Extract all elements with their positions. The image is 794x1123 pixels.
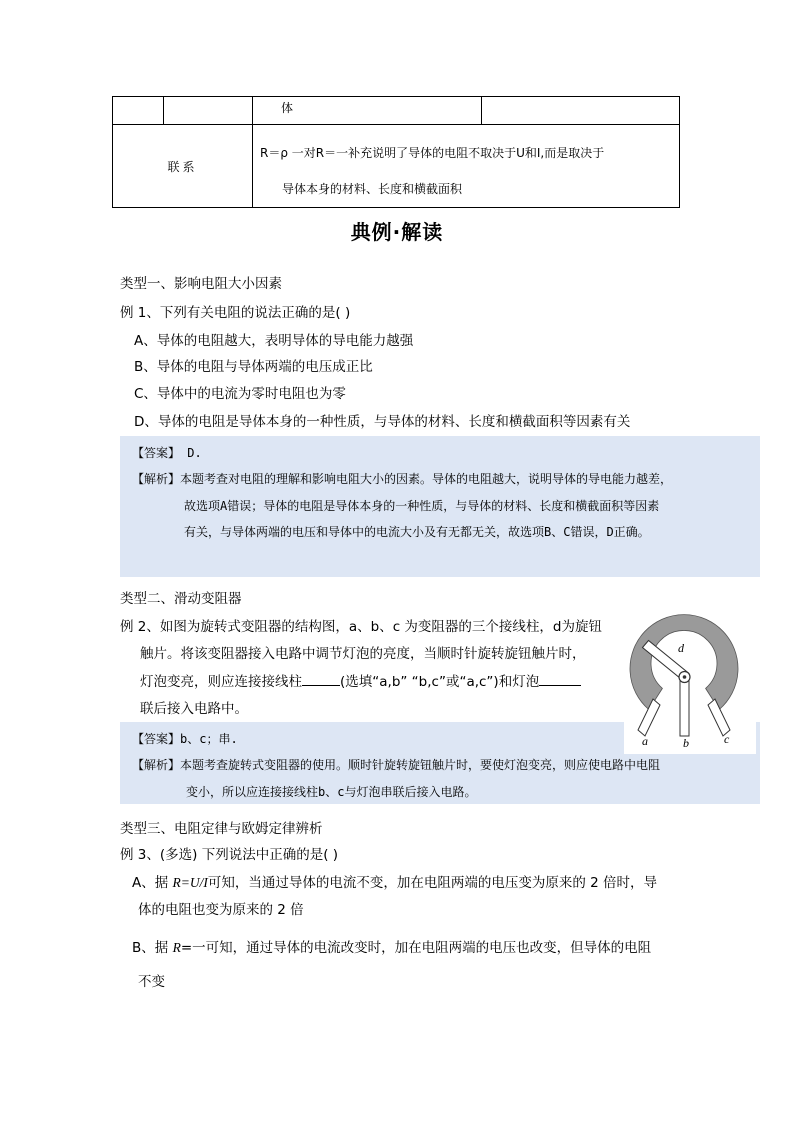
option-a: A、据 R=U/I可知，当通过导体的电流不变，加在电阻两端的电压变为原来的 2 倍时，导 (132, 875, 658, 891)
option-d: D、导体的电阻是导体本身的一种性质，与导体的材料、长度和横截面积等因素有关 (134, 414, 631, 430)
option-c: C、导体中的电流为零时电阻也为零 (134, 386, 346, 402)
answer-value: D. (180, 446, 202, 460)
label-c: c (724, 732, 730, 746)
label-a: a (642, 734, 648, 748)
answer-blank[interactable] (302, 673, 340, 686)
analysis-line: 变小，所以应连接接线柱b、c与灯泡串联后接入电路。 (186, 785, 477, 799)
type2-title: 类型二、滑动变阻器 (120, 591, 242, 607)
table-row (113, 97, 680, 125)
type3-title: 类型三、电阻定律与欧姆定律辨析 (120, 821, 323, 837)
answer-value: b、c；串. (180, 732, 238, 746)
answer-line (132, 444, 202, 461)
formula: R=U/I (172, 875, 208, 890)
option-b: B、据 R=一可知，通过导体的电流改变时，加在电阻两端的电压也改变，但导体的电阻 (132, 940, 652, 956)
analysis-line: 【解析】本题考查旋转式变阻器的使用。顺时针旋转旋钮触片时，要使灯泡变亮，则应使电路中电阻 (132, 758, 661, 772)
type1-title: 类型一、影响电阻大小因素 (120, 276, 282, 292)
answer-line (132, 730, 238, 747)
table-cell (482, 97, 680, 125)
option-b: B、导体的电阻与导体两端的电压成正比 (134, 359, 373, 375)
analysis-line: 故选项A错误；导体的电阻是导体本身的一种性质，与导体的材料、长度和横截面积等因素 (184, 499, 660, 513)
answer-label: 【答案】 (132, 446, 181, 460)
table-text-line: R＝ρ 一对R＝一补充说明了导体的电阻不取决于U和I,而是取决于 (260, 146, 605, 160)
table-row (113, 125, 680, 208)
type2-question: 触片。将该变阻器接入电路中调节灯泡的亮度，当顺时针旋转旋钮触片时， (140, 646, 586, 662)
label-b: b (683, 736, 689, 750)
analysis-label: 【解析】 (132, 758, 181, 772)
type1-question: 例 1、下列有关电阻的说法正确的是( ) (120, 305, 351, 321)
analysis-line: 有关，与导体两端的电压和导体中的电流大小及有无都无关，故选项B、C错误，D正确。 (184, 525, 650, 539)
rheostat-diagram (624, 606, 756, 754)
terminal-b (680, 678, 689, 736)
type2-question: 灯泡变亮，则应连接接线柱 (选填“a,b” “b,c”或“a,c”)和灯泡 (140, 670, 581, 690)
answer-label: 【答案】 (132, 732, 181, 746)
table-cell (164, 97, 253, 125)
analysis-label: 【解析】 (132, 472, 181, 486)
type2-question: 例 2、如图为旋转式变阻器的结构图，a、b、c 为变阻器的三个接线柱，d为旋钮 (120, 619, 603, 635)
option-a: A、导体的电阻越大，表明导体的导电能力越强 (134, 333, 414, 349)
table-cell (253, 97, 482, 125)
table-row-label: 联系 (113, 125, 253, 208)
label-d: d (678, 641, 684, 655)
option-b-cont: 不变 (138, 974, 165, 990)
table-cell-text: 体 (281, 101, 294, 115)
option-a-cont: 体的电阻也变为原来的 2 倍 (138, 902, 304, 918)
section-heading: 典例·解读 (350, 220, 444, 244)
type2-question: 联后接入电路中。 (140, 701, 248, 717)
comparison-table (112, 96, 680, 208)
answer-blank[interactable] (539, 673, 581, 686)
type3-question: 例 3、(多选) 下列说法中正确的是( ) (120, 847, 339, 863)
formula: R (172, 940, 181, 955)
table-row-content (253, 125, 680, 208)
table-text-line: 导体本身的材料、长度和横截面积 (282, 182, 463, 196)
analysis-line: 【解析】本题考查对电阻的理解和影响电阻大小的因素。导体的电阻越大，说明导体的导电能力越差， (132, 472, 673, 486)
table-cell (113, 97, 164, 125)
